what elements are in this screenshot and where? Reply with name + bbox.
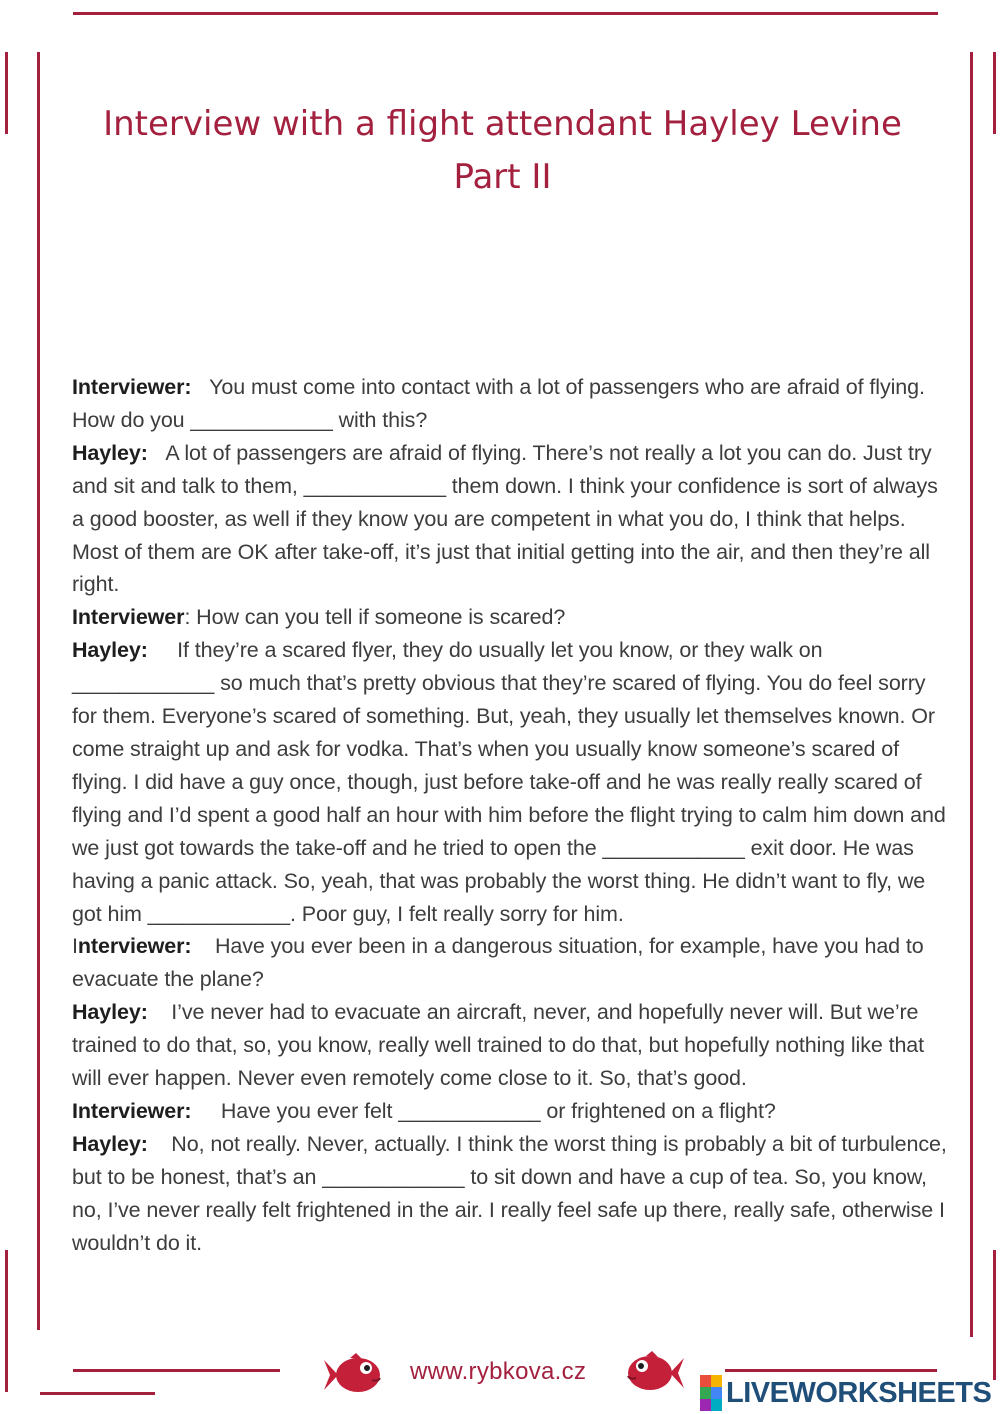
dialogue-turn <box>72 1128 952 1260</box>
speaker-label: Interviewer <box>72 605 185 630</box>
right-top-vertical-rule <box>993 52 996 134</box>
speaker-label: Hayley: <box>72 1000 148 1025</box>
left-long-vertical-rule <box>37 52 40 1330</box>
right-bottom-vertical-rule <box>993 1250 996 1380</box>
right-long-vertical-rule <box>970 52 973 1337</box>
dialogue-turn <box>72 1095 952 1128</box>
watermark-text: LIVEWORKSHEETS <box>726 1376 992 1409</box>
speaker-label: Hayley: <box>72 638 148 663</box>
left-top-vertical-rule <box>5 52 8 134</box>
speaker-label: Interviewer: <box>72 1098 192 1123</box>
dialogue-turn <box>72 930 952 996</box>
title-line-1: Interview with a flight attendant Hayley Levine <box>103 104 902 144</box>
dialogue-text: : How can you tell if someone is scared? <box>184 605 566 630</box>
fish-icon <box>622 1348 686 1398</box>
speaker-label: Interviewer: <box>72 375 192 399</box>
dialogue-text: I’ve never had to evacuate an aircraft, never, and hopefully never will. But we’re trained to do that, so, you know, really well trained to do that, but hopefully nothing like that will ever happen. Never even remotely come close to it. So, that’s good. <box>72 1000 925 1091</box>
dialogue-turn <box>72 996 952 1095</box>
bottom-left-rule <box>73 1369 280 1372</box>
dialogue-turn <box>72 437 952 602</box>
title-line-2: Part II <box>453 157 552 197</box>
dialogue-text: Have you ever been in a dangerous situation, for example, have you had to evacuate the plane? <box>72 934 924 992</box>
top-rule <box>73 12 938 15</box>
left-bottom-vertical-rule <box>5 1250 8 1392</box>
liveworksheets-watermark <box>700 1372 1000 1414</box>
speaker-label: Hayley: <box>72 1131 148 1156</box>
speaker-prefix: I <box>72 934 78 959</box>
liveworksheets-logo-icon <box>700 1375 722 1411</box>
speaker-label: nterviewer: <box>77 934 192 959</box>
bottom-left-short-rule <box>40 1392 155 1395</box>
footer-website-link[interactable]: www.rybkova.cz <box>410 1358 587 1385</box>
dialogue-text: No, not really. Never, actually. I think the worst thing is probably a bit of turbulence, but to be honest, that’s an ____________ to sit down and have a cup of tea. So, you know, no, I’ve never really felt frightened in the air. I really feel safe up there, really safe, otherwise I wouldn’t do it. <box>72 1131 947 1255</box>
dialogue-turn <box>72 634 952 930</box>
dialogue-turn <box>72 371 952 437</box>
fish-icon <box>322 1350 384 1400</box>
dialogue-text: If they’re a scared flyer, they do usually let you know, or they walk on ____________ so much that’s pretty obvious that they’re scared of flying. You do feel sorry for them. Everyone’s scared of something. But, yeah, they usually let themselves known. Or come straight up and ask for vodka. That’s when you usually know someone’s scared of flying. I did have a guy once, though, just before take-off and he was really really scared of flying and I’d spent a good half an hour with him before the flight trying to calm him down and we just got towards the take-off and he tried to open the ____________ exit door. He was having a panic attack. So, yeah, that was probably the worst thing. He didn’t want to fly, we got him ____________. Poor guy, I felt really sorry for him. <box>72 638 946 926</box>
speaker-label: Hayley: <box>72 440 148 465</box>
interview-body <box>72 371 952 1259</box>
page-title <box>70 98 935 204</box>
dialogue-turn <box>72 601 952 634</box>
dialogue-text: You must come into contact with a lot of passengers who are afraid of flying. How do you ____________ with this? <box>72 375 925 432</box>
dialogue-text: Have you ever felt ____________ or frightened on a flight? <box>220 1098 776 1123</box>
dialogue-text: A lot of passengers are afraid of flying. There’s not really a lot you can do. Just try and sit and talk to them, ____________ them down. I think your confidence is sort of always a good booster, as well if they know you are competent in what you do, I think that helps. Most of them are OK after take-off, it’s just that initial getting into the air, and then they’re all right. <box>72 440 938 597</box>
